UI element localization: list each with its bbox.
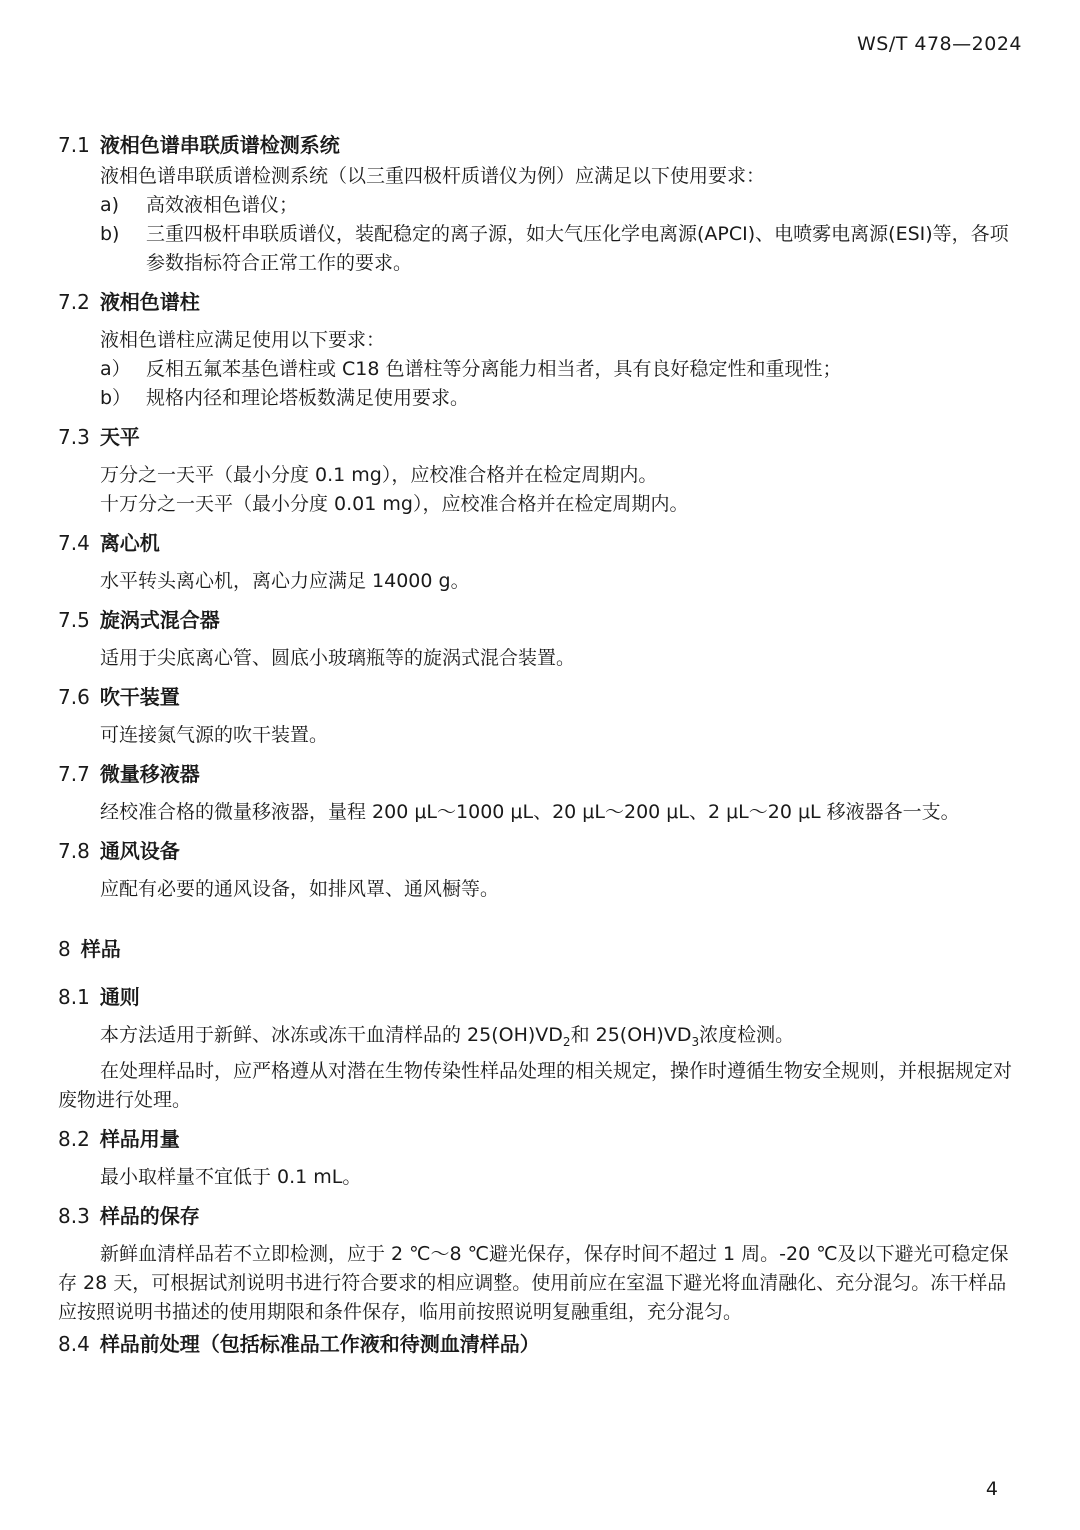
list-item: a) 高效液相色谱仪； xyxy=(100,194,299,216)
section-7-7-text: 经校准合格的微量移液器，量程 200 μL～1000 μL、20 μL～200 μL、2 μL～20 μL 移液器各一支。 xyxy=(100,801,960,823)
section-7-2-intro: 液相色谱柱应满足使用以下要求： xyxy=(100,329,386,351)
section-8-1-heading: 8.1 通则 xyxy=(58,985,140,1009)
section-7-8-text: 应配有必要的通风设备，如排风罩、通风橱等。 xyxy=(100,878,500,900)
section-8-3-heading: 8.3 样品的保存 xyxy=(58,1203,200,1228)
section-8-heading: 8 样品 xyxy=(58,937,121,961)
section-7-1-heading: 7.1 液相色谱串联质谱检测系统 xyxy=(58,133,340,157)
list-item: b) 三重四极杆串联质谱仪，装配稳定的离子源，如大气压化学电离源(APCI)、电喷雾电离源(ESI)等，各项参数指标符合正常工作的要求。 xyxy=(100,223,1009,274)
section-7-3-line: 万分之一天平（最小分度 0.1 mg），应校准合格并在检定周期内。 xyxy=(100,464,658,486)
section-7-4-text: 水平转头离心机，离心力应满足 14000 g。 xyxy=(100,570,470,592)
section-7-3-line: 十万分之一天平（最小分度 0.01 mg），应校准合格并在检定周期内。 xyxy=(100,493,689,515)
section-7-1-intro: 液相色谱串联质谱检测系统（以三重四极杆质谱仪为例）应满足以下使用要求： xyxy=(100,165,766,187)
section-7-4-heading: 7.4 离心机 xyxy=(58,531,160,555)
section-7-2-heading: 7.2 液相色谱柱 xyxy=(58,290,200,314)
section-7-5-text: 适用于尖底离心管、圆底小玻璃瓶等的旋涡式混合装置。 xyxy=(100,647,576,669)
section-7-6-heading: 7.6 吹干装置 xyxy=(58,685,180,709)
page-number: 4 xyxy=(985,1478,998,1500)
section-8-2-heading: 8.2 样品用量 xyxy=(58,1126,180,1151)
section-8-3-text: 新鲜血清样品若不立即检测，应于 2 ℃～8 ℃避光保存，保存时间不超过 1 周。-20 ℃及以下避光可稳定保存 28 天，可根据试剂说明书进行符合要求的相应调整。使用前应在室温下避光将血清融化、充分混匀。冻干样品应按照说明书描述的使用期限和条件保存，临用前按照说明复融重组，充分混匀。 xyxy=(58,1242,1009,1323)
list-item: a） 反相五氟苯基色谱柱或 C18 色谱柱等分离能力相当者，具有良好稳定性和重现性； xyxy=(100,358,842,380)
section-7-6-text: 可连接氮气源的吹干装置。 xyxy=(100,724,329,746)
list-item: b） 规格内径和理论塔板数满足使用要求。 xyxy=(100,387,470,409)
section-8-2-text: 最小取样量不宜低于 0.1 mL。 xyxy=(100,1165,362,1188)
section-7-8-heading: 7.8 通风设备 xyxy=(58,839,180,863)
section-8-1-line2: 在处理样品时，应严格遵从对潜在生物传染性样品处理的相关规定，操作时遵循生物安全规则，并根据规定对废物进行处理。 xyxy=(58,1059,1013,1111)
section-7-3-heading: 7.3 天平 xyxy=(58,425,140,449)
section-8-1-line1: 本方法适用于新鲜、冰冻或冻干血清样品的 $25(OH)VD_2$和 $25(OH)VD_3$浓度检测。 xyxy=(100,1024,795,1049)
document-code: WS/T 478—2024 xyxy=(856,33,1022,55)
section-7-5-heading: 7.5 旋涡式混合器 xyxy=(58,608,220,632)
section-7-7-heading: 7.7 微量移液器 xyxy=(58,762,200,786)
section-8-4-heading: 8.4 样品前处理（包括标准品工作液和待测血清样品） xyxy=(58,1331,540,1356)
document-body xyxy=(58,132,1024,1357)
